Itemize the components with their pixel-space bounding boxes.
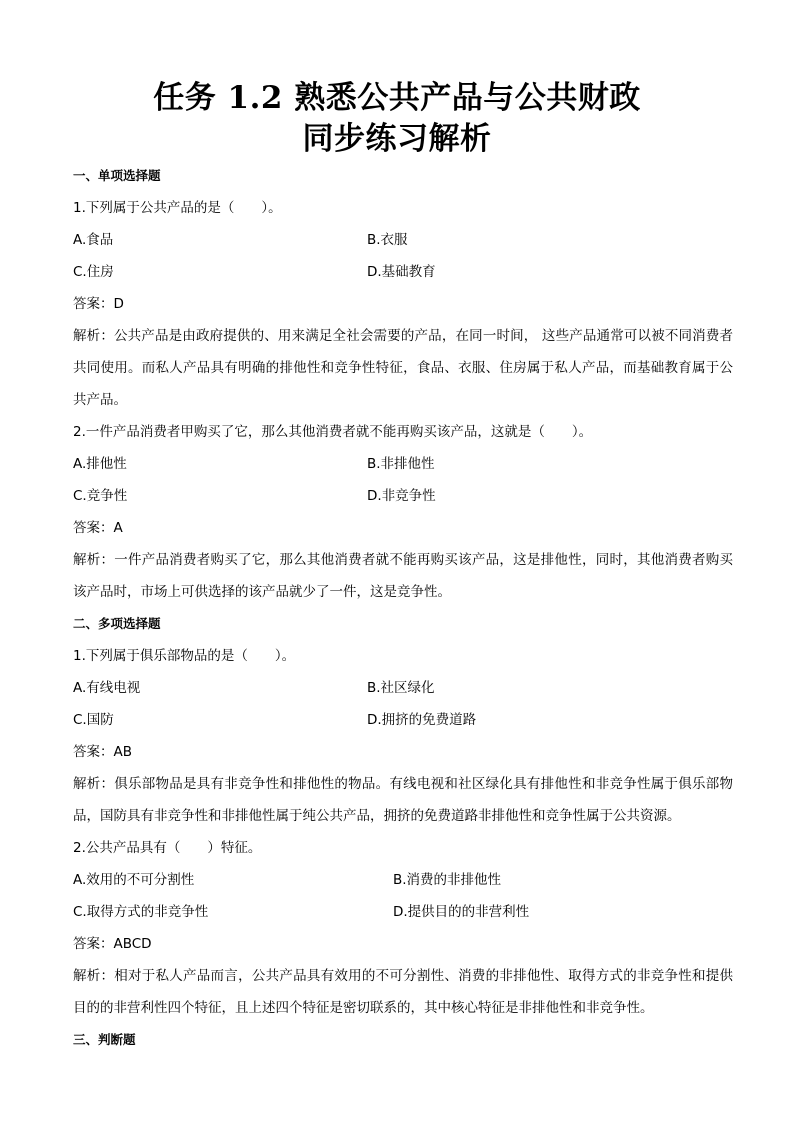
answer-text: 答案：ABCD <box>73 936 152 952</box>
answer-text: 答案：D <box>73 296 124 312</box>
explanation-text: 解析：一件产品消费者购买了它，那么其他消费者就不能再购买该产品，这是排他性，同时，其他消费者购买该产品时，市场上可供选择的该产品就少了一件，这是竞争性。 <box>73 552 733 600</box>
option-row <box>73 672 733 704</box>
page-title: 任务 1.2 熟悉公共产品与公共财政 <box>153 80 641 116</box>
option-b: B.衣服 <box>367 232 408 248</box>
option-row <box>73 704 733 736</box>
option-d: D.提供目的的非营利性 <box>393 904 530 920</box>
option-d: D.基础教育 <box>367 264 436 280</box>
option-row <box>73 224 733 256</box>
explanation-text: 解析：俱乐部物品是具有非竞争性和排他性的物品。有线电视和社区绿化具有排他性和非竞争性属于俱乐部物品，国防具有非竞争性和非排他性属于纯公共产品，拥挤的免费道路非排他性和竞争性属于公共资源。 <box>73 776 733 824</box>
option-c: C.住房 <box>73 264 114 280</box>
option-a: A.排他性 <box>73 456 127 472</box>
option-d: D.非竞争性 <box>367 488 436 504</box>
page-subtitle: 同步练习解析 <box>302 121 492 157</box>
option-b: B.非排他性 <box>367 456 435 472</box>
section-heading-multiple-choice: 二、多项选择题 <box>73 616 161 631</box>
option-c: C.取得方式的非竞争性 <box>73 904 209 920</box>
explanation-text: 解析：公共产品是由政府提供的、用来满足全社会需要的产品，在同一时间， 这些产品通常可以被不同消费者共同使用。而私人产品具有明确的排他性和竞争性特征，食品、衣服、住房属于私人产品，而基础教育属于公共产品。 <box>73 328 733 408</box>
option-c: C.竞争性 <box>73 488 128 504</box>
answer-text: 答案：AB <box>73 744 132 760</box>
explanation-text: 解析：相对于私人产品而言，公共产品具有效用的不可分割性、消费的非排他性、取得方式的非竞争性和提供目的的非营利性四个特征，且上述四个特征是密切联系的，其中核心特征是非排他性和非竞争性。 <box>73 968 733 1016</box>
option-a: A.效用的不可分割性 <box>73 872 195 888</box>
document-body <box>73 160 733 1056</box>
option-row <box>73 864 733 896</box>
option-a: A.食品 <box>73 232 114 248</box>
option-b: B.社区绿化 <box>367 680 435 696</box>
option-row <box>73 448 733 480</box>
option-c: C.国防 <box>73 712 114 728</box>
option-d: D.拥挤的免费道路 <box>367 712 477 728</box>
section-heading-true-false: 三、判断题 <box>73 1032 136 1047</box>
option-row <box>73 256 733 288</box>
question-text: 2.一件产品消费者甲购买了它，那么其他消费者就不能再购买该产品，这就是（ ）。 <box>73 424 593 440</box>
question-text: 1.下列属于俱乐部物品的是（ ）。 <box>73 648 296 664</box>
option-row <box>73 480 733 512</box>
section-heading-single-choice: 一、单项选择题 <box>73 168 161 183</box>
answer-text: 答案：A <box>73 520 123 536</box>
question-text: 2.公共产品具有（ ）特征。 <box>73 840 262 856</box>
question-text: 1.下列属于公共产品的是（ ）。 <box>73 200 282 216</box>
option-row <box>73 896 733 928</box>
option-b: B.消费的非排他性 <box>393 872 502 888</box>
option-a: A.有线电视 <box>73 680 141 696</box>
